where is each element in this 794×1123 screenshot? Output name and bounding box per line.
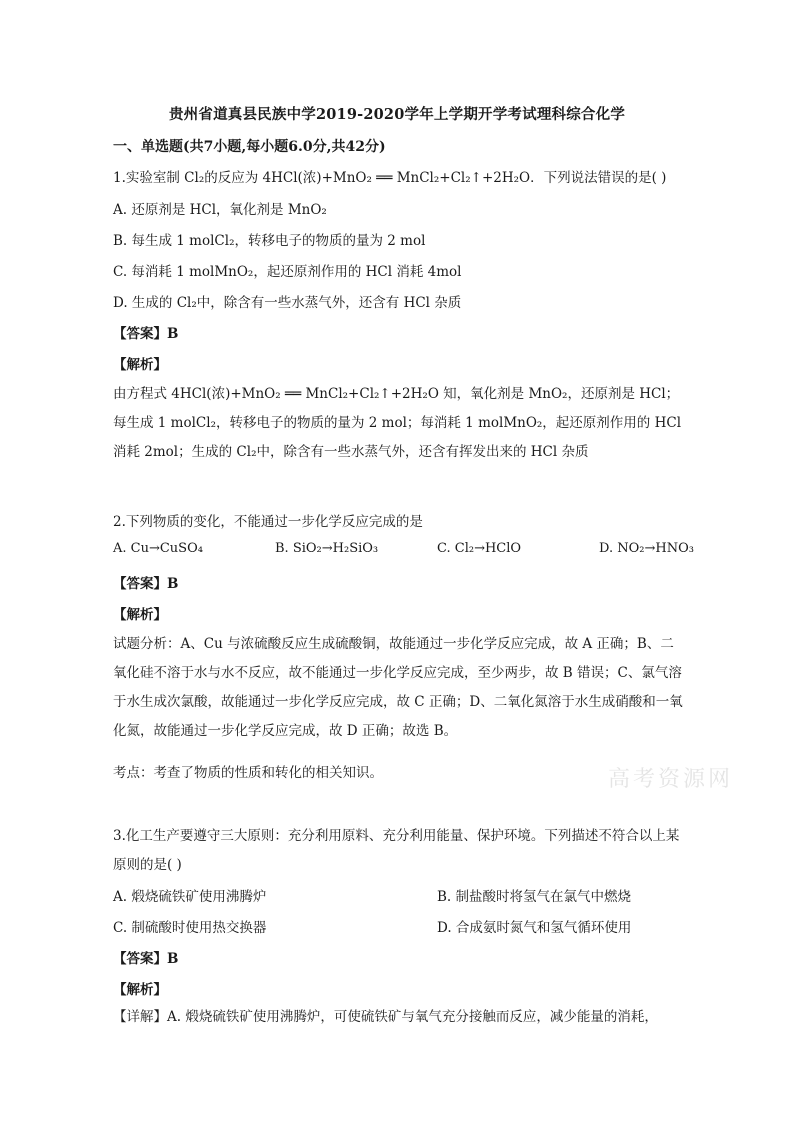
page-title: 贵州省道真县民族中学2019-2020学年上学期开学考试理科综合化学 bbox=[168, 106, 626, 123]
q1-option-a: A. 还原剂是 HCl，氧化剂是 MnO₂ bbox=[113, 202, 327, 218]
q3-option-c: C. 制硫酸时使用热交换器 bbox=[113, 920, 267, 936]
q3-option-b: B. 制盐酸时将氢气在氯气中燃烧 bbox=[437, 889, 632, 905]
q3-option-a: A. 煅烧硫铁矿使用沸腾炉 bbox=[113, 889, 267, 905]
q2-option-c: C. Cl₂→HClO bbox=[437, 541, 522, 556]
q1-option-c: C. 每消耗 1 molMnO₂，起还原剂作用的 HCl 消耗 4mol bbox=[113, 264, 462, 280]
q2-option-d: D. NO₂→HNO₃ bbox=[599, 541, 694, 556]
q1-analysis: 由方程式 4HCl(浓)+MnO₂ ══ MnCl₂+Cl₂↑+2H₂O 知，氧化剂是 MnO₂，还原剂是 HCl；每生成 1 molCl₂，转移电子的物质的量为 2 mol；每消耗 1 molMnO₂，起还原剂作用的 HCl 消耗 2mol；生成的 Cl₂中，除含有一些水蒸气外，还含有挥发出来的 HCl 杂质 bbox=[113, 386, 682, 460]
q2-option-a: A. Cu→CuSO₄ bbox=[113, 541, 203, 556]
q3-option-d: D. 合成氨时氮气和氢气循环使用 bbox=[437, 920, 632, 936]
q2-analysis-label: 【解析】 bbox=[113, 607, 167, 623]
q2-stem: 2.下列物质的变化，不能通过一步化学反应完成的是 bbox=[113, 514, 423, 530]
q2-knowledge: 考点：考查了物质的性质和转化的相关知识。 bbox=[113, 765, 383, 781]
q2-answer: 【答案】B bbox=[113, 576, 179, 592]
q3-analysis-label: 【解析】 bbox=[113, 982, 167, 998]
q1-answer: 【答案】B bbox=[113, 326, 179, 342]
q3-stem: 3.化工生产要遵守三大原则：充分利用原料、充分利用能量、保护环境。下列描述不符合以上某原则的是( ) bbox=[113, 828, 680, 873]
q2-option-b: B. SiO₂→H₂SiO₃ bbox=[275, 541, 379, 556]
q1-stem: 1.实验室制 Cl₂的反应为 4HCl(浓)+MnO₂ ══ MnCl₂+Cl₂↑+2H₂O．下列说法错误的是( ) bbox=[113, 170, 667, 186]
watermark: 高考资源网 bbox=[608, 767, 734, 792]
section-heading: 一、单选题(共7小题,每小题6.0分,共42分) bbox=[113, 139, 386, 155]
q3-answer: 【答案】B bbox=[113, 951, 179, 967]
q1-option-b: B. 每生成 1 molCl₂，转移电子的物质的量为 2 mol bbox=[113, 233, 426, 249]
q3-analysis: 【详解】A. 煅烧硫铁矿使用沸腾炉，可使硫铁矿与氧气充分接触而反应，减少能量的消耗， bbox=[113, 1009, 658, 1025]
q2-analysis: 试题分析：A、Cu 与浓硫酸反应生成硫酸铜，故能通过一步化学反应完成，故 A 正确；B、二氧化硅不溶于水与水不反应，故不能通过一步化学反应完成，至少两步，故 B 错误；C、氯气溶于水生成次氯酸，故能通过一步化学反应完成，故 C 正确；D、二氧化氮溶于水生成硝酸和一氧化氮，故能通过一步化学反应完成，故 D 正确；故选 B。 bbox=[113, 636, 683, 739]
q1-analysis-label: 【解析】 bbox=[113, 357, 167, 373]
q1-option-d: D. 生成的 Cl₂中，除含有一些水蒸气外，还含有 HCl 杂质 bbox=[113, 295, 462, 311]
